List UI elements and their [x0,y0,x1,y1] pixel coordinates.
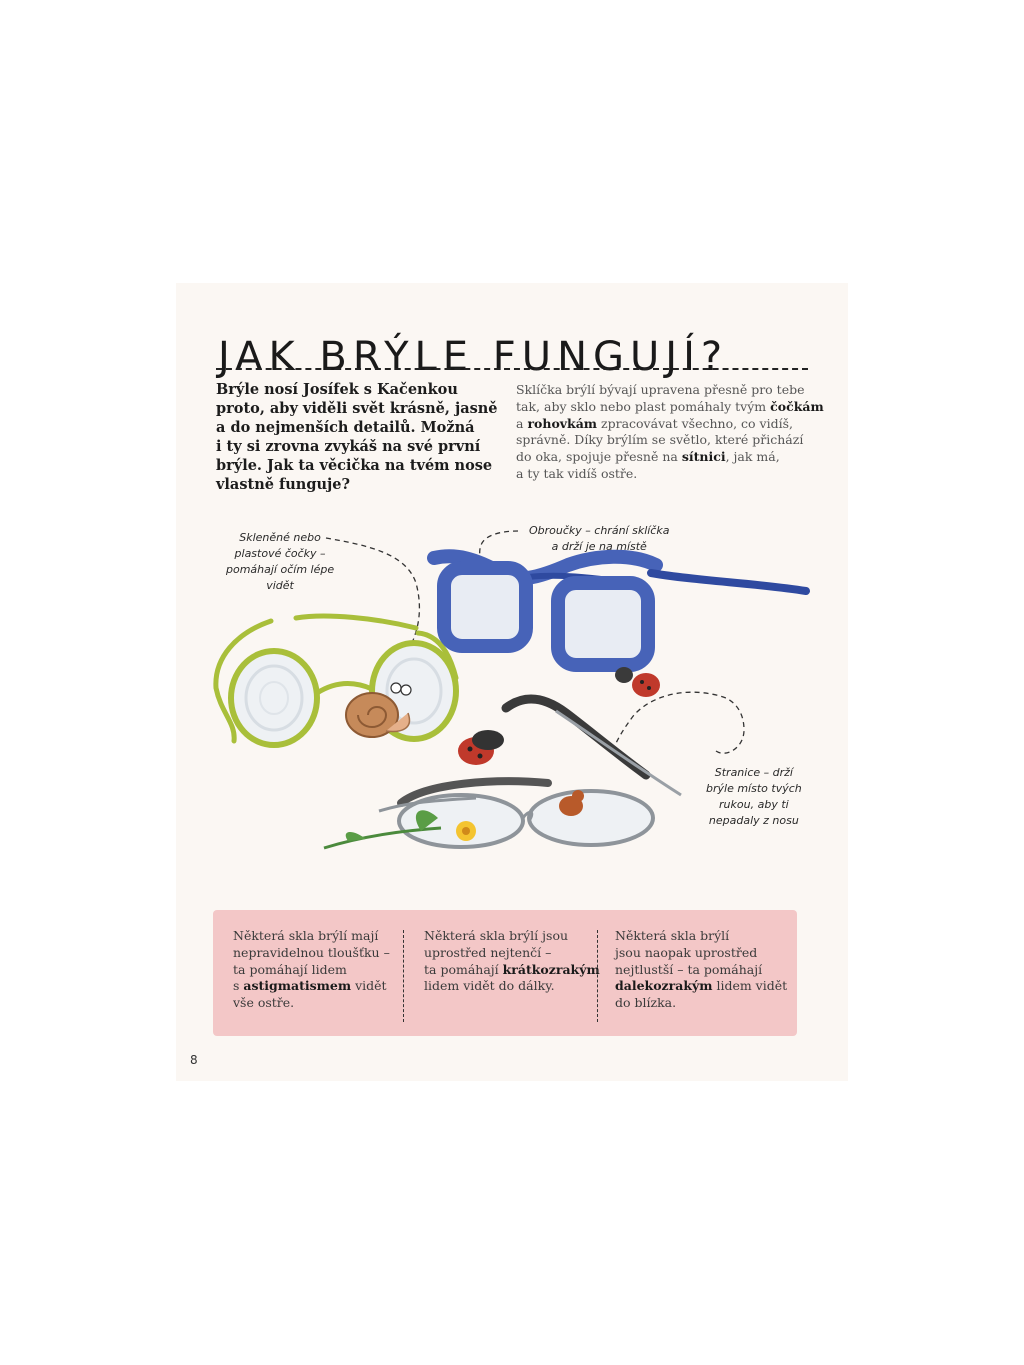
lens-column-astigmatism: Některá skla brýlí mají nepravidelnou tloušťku – ta pomáhají lidem s astigmatismem vidět vše ostře. [233,928,390,1011]
temples-note: Stranice – drží brýle místo tvých rukou, aby ti nepadaly z nosu [706,766,802,827]
lens-column-hyperopia: Některá skla brýlí jsou naopak uprostřed nejtlustší – ta pomáhají dalekozrakým lidem vidět do blízka. [615,928,788,1011]
blue-square-glasses [434,556,806,697]
intro-line: Brýle nosí Josífek s Kačenkou [216,381,458,398]
side-line: správně. Díky brýlím se světlo, které přichází [516,432,804,448]
column-divider [403,930,404,1022]
intro-line: brýle. Jak ta věcička na tvém nose [216,457,493,474]
ladybug [458,730,504,765]
page-title: JAK BRÝLE FUNGUJÍ? [218,333,729,380]
side-line: Sklíčka brýlí bývají upravena přesně pro tebe [516,382,805,397]
lenses-note: Skleněné nebo plastové čočky – pomáhají očím lépe vidět [226,531,335,592]
lens-column-myopia: Některá skla brýlí jsou uprostřed nejtenčí – ta pomáhají krátkozrakým lidem vidět do dálky. [424,928,600,994]
side-line: tak, aby sklo nebo plast pomáhaly tvým čočkám [516,398,824,414]
intro-line: vlastně funguje? [216,476,350,493]
side-line: do oka, spojuje přesně na sítnici, jak má, [516,449,780,465]
side-line: a rohovkám zpracovávat všechno, co vidíš, [516,415,793,431]
green-round-glasses [216,616,456,745]
intro-line: a do nejmenších detailů. Možná [216,419,475,436]
frames-leader-line [480,531,518,561]
intro-line: proto, aby viděli svět krásně, jasně [216,400,498,417]
side-line: a ty tak vidíš ostře. [516,465,638,481]
frames-note: Obroučky – chrání sklíčka a drží je na místě [529,524,670,553]
page-number: 8 [190,1053,198,1067]
temples-leader-line [612,692,744,753]
column-divider [597,930,598,1022]
intro-line: i ty si zrovna zvykáš na své první [216,438,481,455]
